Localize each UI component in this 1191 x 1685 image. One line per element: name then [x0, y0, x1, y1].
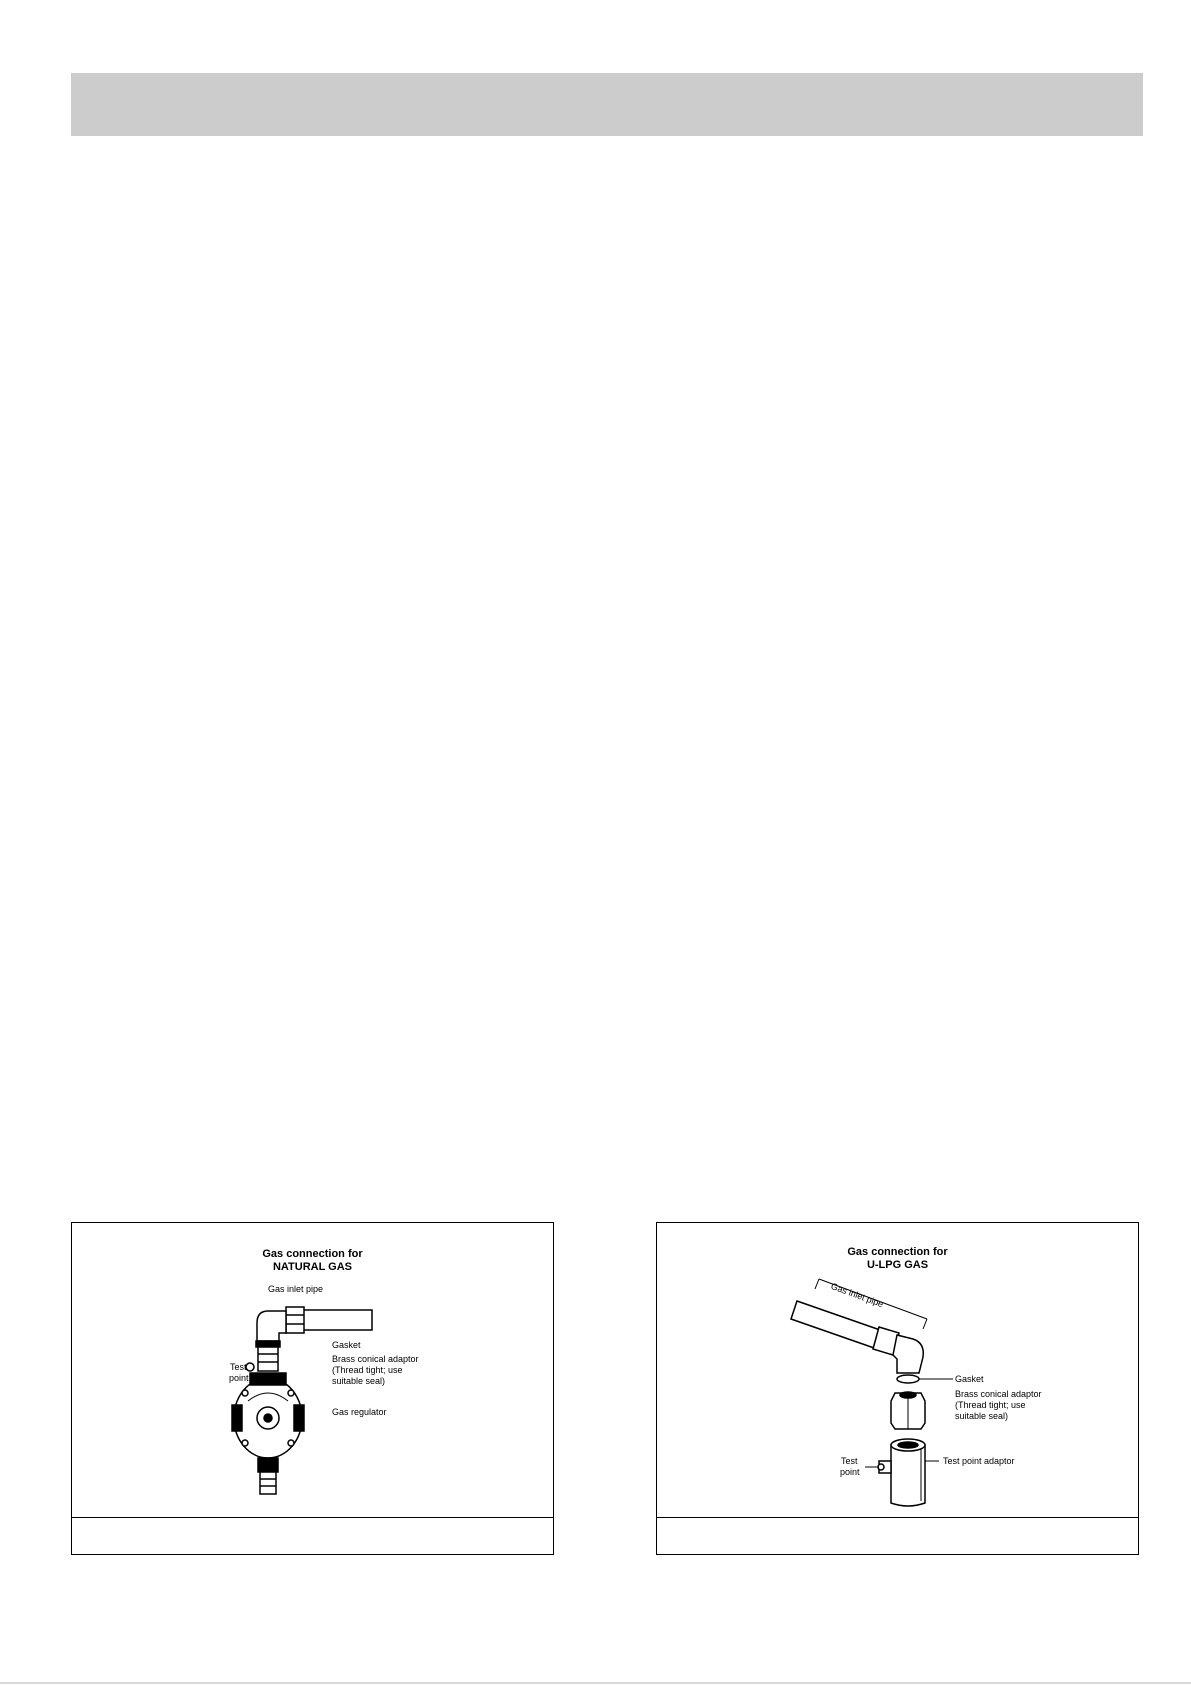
regulator-outlet-drawing — [258, 1458, 278, 1472]
figure-title-line1: Gas connection for — [847, 1246, 948, 1258]
figure-title-line1: Gas connection for — [262, 1248, 363, 1260]
header-bar — [71, 73, 1143, 136]
adaptor-label-line2: (Thread tight; use — [955, 1400, 1026, 1410]
bottom-rule — [0, 1682, 1191, 1684]
ulpg-gas-connection-drawing — [657, 1223, 1138, 1517]
pipe-nut-drawing — [286, 1307, 304, 1333]
gasket-drawing — [897, 1375, 919, 1383]
test-point-drawing — [246, 1363, 254, 1371]
figure-body — [72, 1223, 553, 1518]
gas-inlet-pipe-drawing — [302, 1310, 372, 1330]
natural-gas-connection-drawing — [72, 1223, 553, 1517]
adaptor-label-line1: Brass conical adaptor — [332, 1354, 419, 1364]
figure-title-line2: NATURAL GAS — [272, 1261, 353, 1273]
adaptor-label-line2: (Thread tight; use — [332, 1365, 403, 1375]
test-point-label-line2: point — [840, 1467, 860, 1477]
test-point-label-line1: Test — [841, 1456, 858, 1466]
test-point-label-line1: Test — [230, 1362, 247, 1372]
gasket-label: Gasket — [955, 1374, 984, 1384]
elbow-fitting-drawing — [257, 1311, 286, 1341]
adaptor-label-line1: Brass conical adaptor — [955, 1389, 1042, 1399]
gasket-label: Gasket — [332, 1340, 361, 1350]
adaptor-label-line3: suitable seal) — [332, 1376, 386, 1386]
figure-title-line2: U-LPG GAS — [866, 1259, 929, 1271]
test-point-label-line2: point — [229, 1373, 249, 1383]
natural-gas-figure — [71, 1222, 554, 1555]
figure-caption — [657, 1518, 1138, 1554]
brass-adaptor-drawing — [258, 1347, 278, 1371]
elbow-fitting-drawing — [893, 1335, 923, 1373]
test-point-adaptor-label: Test point adaptor — [943, 1456, 1015, 1466]
ulpg-gas-figure — [656, 1222, 1139, 1555]
test-point-adaptor-drawing — [891, 1445, 925, 1506]
figure-caption — [72, 1518, 553, 1554]
gas-inlet-pipe-label: Gas inlet pipe — [829, 1281, 885, 1310]
gas-inlet-pipe-drawing — [791, 1301, 883, 1349]
gas-regulator-label: Gas regulator — [332, 1407, 387, 1417]
figure-body — [657, 1223, 1138, 1518]
gasket-drawing — [256, 1341, 280, 1347]
gas-inlet-pipe-label: Gas inlet pipe — [268, 1284, 324, 1294]
adaptor-label-line3: suitable seal) — [955, 1411, 1009, 1421]
